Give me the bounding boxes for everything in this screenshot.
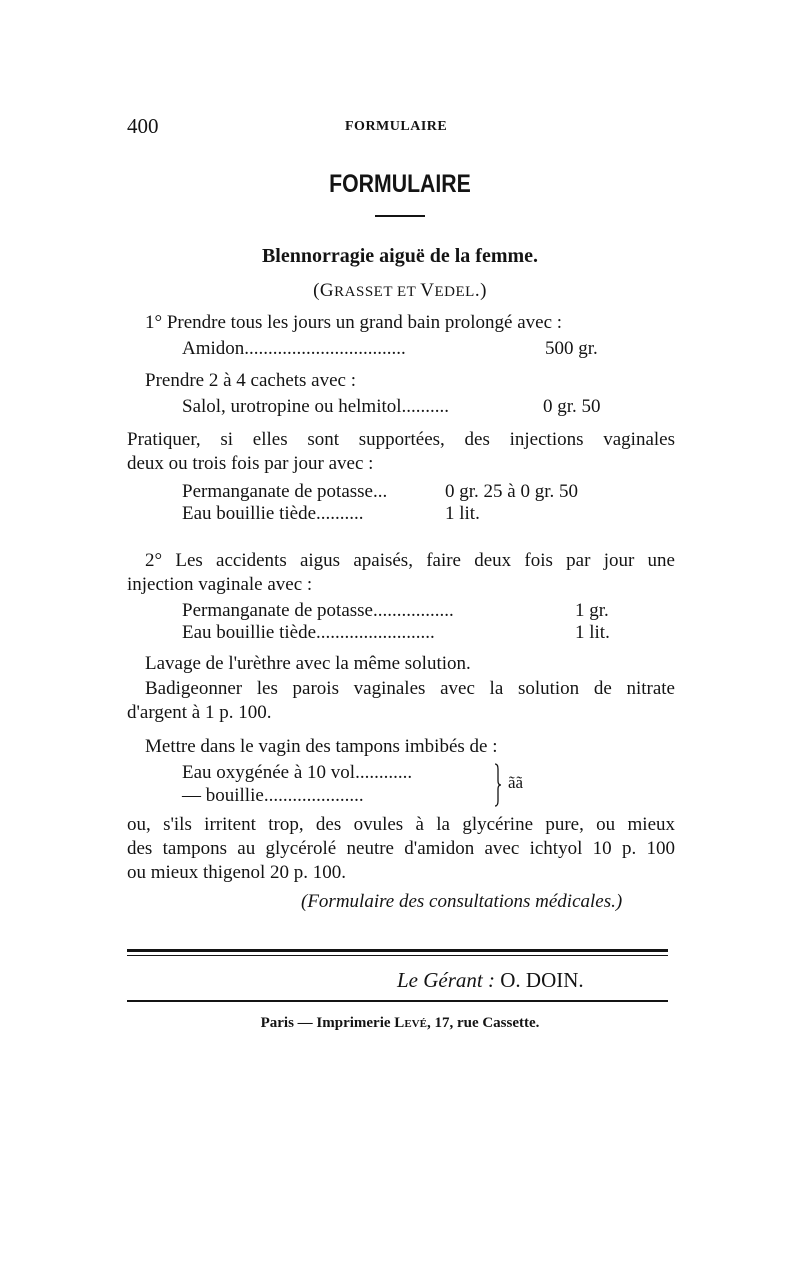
rx-dose: 0 gr. 50 — [543, 396, 601, 417]
rx-dose: 500 gr. — [545, 338, 598, 359]
rx-dose: 1 lit. — [445, 503, 480, 524]
printer-suffix: , 17, rue Cassette. — [426, 1015, 540, 1031]
paragraph-8-line-2: des tampons au glycérolé neutre d'amidon avec ichtyol 10 p. 100 — [127, 838, 675, 859]
author2-rest: EDEL — [434, 284, 475, 300]
rx-name: — bouillie — [182, 785, 264, 806]
authors-close: .) — [474, 280, 487, 301]
paragraph-8-line-1: ou, s'ils irritent trop, des ovules à la glycérine pure, ou mieux — [127, 814, 675, 835]
gerant-line — [397, 968, 584, 993]
paragraph-4-line-1: 2° Les accidents aigus apaisés, faire deux fois par jour une — [145, 550, 675, 571]
rx-dots: ..................... — [263, 785, 364, 806]
authors-line — [0, 280, 800, 302]
paragraph-6-line-2: d'argent à 1 p. 100. — [127, 702, 272, 723]
paragraph-3-line-2: deux ou trois fois par jour avec : — [127, 453, 374, 474]
rx-name: Salol, urotropine ou helmitol — [182, 396, 402, 417]
rx-dots: ......................... — [316, 622, 435, 643]
paragraph-2: Prendre 2 à 4 cachets avec : — [145, 370, 357, 391]
rx-name: Amidon — [182, 338, 245, 359]
paragraph-4-line-2: injection vaginale avec : — [127, 574, 313, 595]
title-rule — [375, 215, 425, 217]
rx-dose: 0 gr. 25 à 0 gr. 50 — [445, 481, 578, 502]
printer-imprint — [0, 1015, 800, 1032]
paragraph-7: Mettre dans le vagin des tampons imbibés de : — [145, 736, 498, 757]
prescription-line — [182, 785, 464, 807]
section-title: FORMULAIRE — [329, 170, 471, 198]
double-rule-top — [127, 949, 668, 952]
author1-initial: G — [319, 280, 335, 301]
brace-icon — [494, 763, 501, 807]
running-head: FORMULAIRE — [345, 119, 448, 134]
prescription-line — [182, 762, 465, 784]
author2-initial: V — [420, 280, 435, 301]
gerant-name: O. DOIN. — [500, 968, 584, 992]
paragraph-5: Lavage de l'urèthre avec la même solution. — [145, 653, 471, 674]
prescription-line — [182, 396, 492, 418]
subject-heading: Blennorragie aiguë de la femme. — [261, 245, 539, 267]
rx-dots: .................................. — [244, 338, 406, 359]
paragraph-6-line-1: Badigeonner les parois vaginales avec la solution de nitrate — [145, 678, 675, 699]
rx-name: Eau bouillie tiède — [182, 622, 317, 643]
paragraph-1: 1° Prendre tous les jours un grand bain prolongé avec : — [145, 312, 563, 333]
rx-dots: ... — [372, 481, 388, 502]
authors-open: ( — [313, 280, 320, 301]
double-rule-bottom — [127, 955, 668, 956]
footer-rule — [127, 1000, 668, 1002]
printer-prefix: Paris — Imprimerie — [260, 1015, 395, 1031]
author1-rest: RASSET — [334, 284, 393, 300]
printer-name-rest: EVÉ — [404, 1018, 427, 1030]
rx-name: Permanganate de potasse — [182, 481, 373, 502]
printer-name-initial: L — [394, 1015, 405, 1031]
rx-dots: .......... — [316, 503, 364, 524]
paragraph-8-line-3: ou mieux thigenol 20 p. 100. — [127, 862, 347, 883]
rx-dots: ............ — [355, 762, 413, 783]
rx-dots: ................. — [372, 600, 454, 621]
rx-dots: .......... — [401, 396, 450, 417]
rx-quantity: ãã — [508, 773, 524, 792]
page-number: 400 — [127, 114, 159, 138]
prescription-line — [182, 481, 401, 503]
gerant-label: Le Gérant : — [397, 968, 495, 992]
rx-dose: 1 lit. — [575, 622, 610, 643]
prescription-line — [182, 622, 542, 644]
prescription-line — [182, 600, 526, 622]
prescription-line — [182, 503, 406, 525]
rx-name: Eau bouillie tiède — [182, 503, 317, 524]
authors-joiner: ET — [392, 284, 421, 300]
rx-dose: 1 gr. — [575, 600, 609, 621]
rx-name: Eau oxygénée à 10 vol — [182, 762, 356, 783]
paragraph-3-line-1: Pratiquer, si elles sont supportées, des injections vaginales — [127, 429, 675, 450]
rx-name: Permanganate de potasse — [182, 600, 373, 621]
source-citation: (Formulaire des consultations médicales.) — [301, 891, 623, 912]
prescription-line — [182, 338, 538, 360]
